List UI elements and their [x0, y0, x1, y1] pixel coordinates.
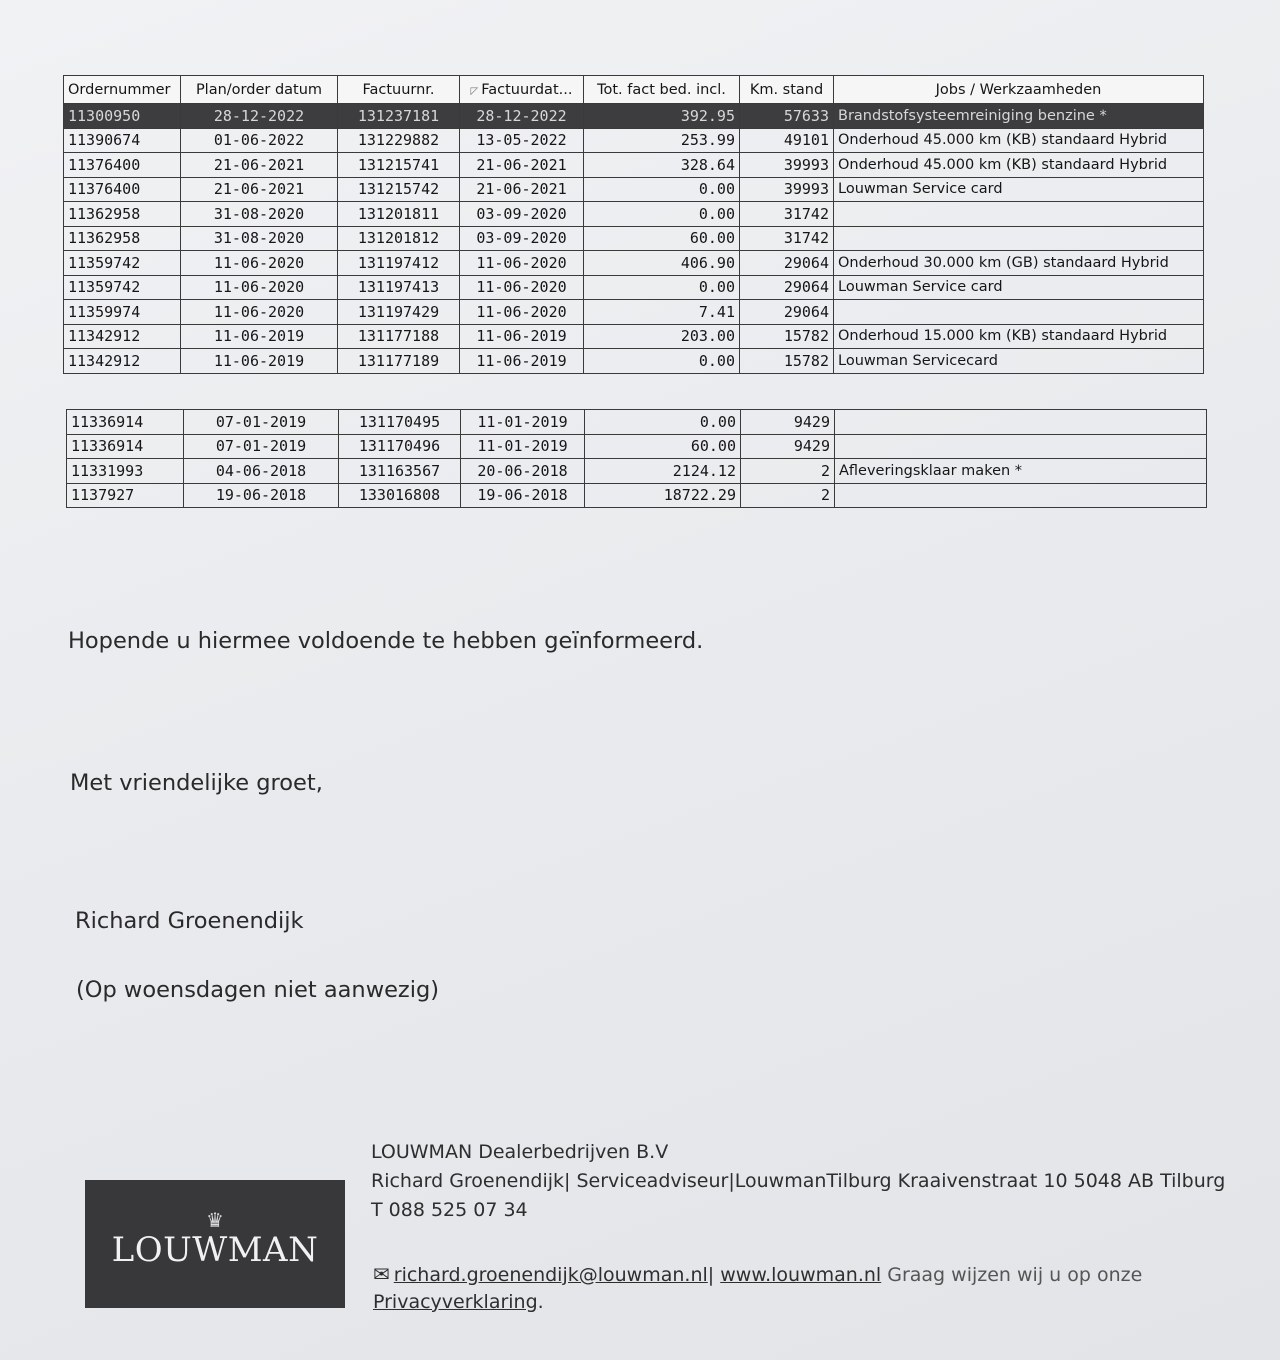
- cell-factuurdatum: 21-06-2021: [460, 177, 584, 202]
- cell-factuurdatum: 21-06-2021: [460, 153, 584, 178]
- cell-factuurdatum: 11-01-2019: [461, 410, 585, 435]
- cell-factuurnr: 131163567: [339, 459, 461, 484]
- cell-km-stand: 15782: [740, 324, 834, 349]
- cell-plan-datum: 21-06-2021: [181, 153, 338, 178]
- cell-plan-datum: 19-06-2018: [184, 483, 339, 508]
- cell-km-stand: 39993: [740, 177, 834, 202]
- table-row[interactable]: [67, 410, 1207, 435]
- cell-factuurnr: 131170496: [339, 434, 461, 459]
- table-row[interactable]: [64, 251, 1204, 276]
- cell-bedrag: 2124.12: [585, 459, 741, 484]
- cell-ordernummer: 11342912: [64, 324, 181, 349]
- cell-km-stand: 15782: [740, 349, 834, 374]
- louwman-logo: [85, 1180, 345, 1308]
- cell-jobs: [835, 410, 1207, 435]
- cell-ordernummer: 11362958: [64, 202, 181, 227]
- invoice-table-continued: [66, 409, 1207, 508]
- cell-ordernummer: 11331993: [67, 459, 184, 484]
- cell-factuurdatum: 11-06-2019: [460, 324, 584, 349]
- cell-plan-datum: 11-06-2019: [181, 349, 338, 374]
- cell-km-stand: 29064: [740, 251, 834, 276]
- website-link[interactable]: www.louwman.nl: [720, 1264, 882, 1286]
- separator: |: [707, 1264, 715, 1286]
- cell-factuurnr: 131215742: [338, 177, 460, 202]
- cell-ordernummer: 1137927: [67, 483, 184, 508]
- cell-bedrag: 0.00: [584, 177, 740, 202]
- cell-bedrag: 203.00: [584, 324, 740, 349]
- cell-bedrag: 60.00: [584, 226, 740, 251]
- cell-jobs: Onderhoud 45.000 km (KB) standaard Hybrid: [834, 153, 1204, 178]
- cell-factuurnr: 131215741: [338, 153, 460, 178]
- cell-bedrag: 328.64: [584, 153, 740, 178]
- cell-jobs: Afleveringsklaar maken *: [835, 459, 1207, 484]
- logo-wordmark: LOUWMAN: [111, 1230, 319, 1270]
- footer-contact-line: [373, 1262, 1142, 1286]
- cell-km-stand: 29064: [740, 275, 834, 300]
- cell-plan-datum: 07-01-2019: [184, 434, 339, 459]
- footer-details: Richard Groenendijk| Serviceadviseur|LouwmanTilburg Kraaivenstraat 10 5048 AB Tilburg: [371, 1170, 1226, 1192]
- column-header-ordernummer[interactable]: Ordernummer: [64, 76, 181, 104]
- cell-bedrag: 0.00: [584, 349, 740, 374]
- cell-plan-datum: 11-06-2020: [181, 300, 338, 325]
- email-link[interactable]: richard.groenendijk@louwman.nl: [393, 1264, 708, 1286]
- cell-factuurnr: 131197429: [338, 300, 460, 325]
- column-header-totaal-bedrag[interactable]: Tot. fact bed. incl.: [584, 76, 740, 104]
- cell-ordernummer: 11342912: [64, 349, 181, 374]
- envelope-icon: ✉: [373, 1262, 390, 1286]
- cell-bedrag: 60.00: [585, 434, 741, 459]
- table-row[interactable]: [64, 226, 1204, 251]
- cell-factuurnr: 133016808: [339, 483, 461, 508]
- table-row[interactable]: [67, 434, 1207, 459]
- cell-plan-datum: 28-12-2022: [181, 104, 338, 129]
- cell-jobs: Louwman Service card: [834, 275, 1204, 300]
- column-header-factuurnr[interactable]: Factuurnr.: [338, 76, 460, 104]
- cell-factuurnr: 131229882: [338, 128, 460, 153]
- cell-ordernummer: 11390674: [64, 128, 181, 153]
- cell-factuurnr: 131177189: [338, 349, 460, 374]
- privacy-intro: Graag wijzen wij u op onze: [887, 1264, 1143, 1286]
- table-row[interactable]: [67, 483, 1207, 508]
- cell-jobs: Brandstofsysteemreiniging benzine *: [834, 104, 1204, 129]
- cell-bedrag: 0.00: [584, 202, 740, 227]
- cell-km-stand: 9429: [741, 410, 835, 435]
- cell-km-stand: 2: [741, 459, 835, 484]
- cell-km-stand: 39993: [740, 153, 834, 178]
- cell-km-stand: 31742: [740, 202, 834, 227]
- cell-ordernummer: 11336914: [67, 434, 184, 459]
- cell-jobs: [834, 300, 1204, 325]
- table-row[interactable]: [64, 275, 1204, 300]
- cell-plan-datum: 01-06-2022: [181, 128, 338, 153]
- cell-factuurnr: 131170495: [339, 410, 461, 435]
- cell-ordernummer: 11300950: [64, 104, 181, 129]
- cell-factuurdatum: 11-06-2020: [460, 275, 584, 300]
- table-row[interactable]: [64, 128, 1204, 153]
- greeting: Met vriendelijke groet,: [70, 770, 323, 796]
- cell-factuurdatum: 11-01-2019: [461, 434, 585, 459]
- table-row[interactable]: [64, 177, 1204, 202]
- cell-km-stand: 57633: [740, 104, 834, 129]
- footer-company: LOUWMAN Dealerbedrijven B.V: [371, 1141, 669, 1163]
- cell-ordernummer: 11376400: [64, 177, 181, 202]
- cell-plan-datum: 11-06-2019: [181, 324, 338, 349]
- cell-jobs: [834, 202, 1204, 227]
- cell-factuurnr: 131197413: [338, 275, 460, 300]
- cell-jobs: Onderhoud 30.000 km (GB) standaard Hybrid: [834, 251, 1204, 276]
- cell-bedrag: 392.95: [584, 104, 740, 129]
- cell-factuurdatum: 13-05-2022: [460, 128, 584, 153]
- sort-icon: ◸: [470, 85, 479, 97]
- cell-factuurnr: 131201811: [338, 202, 460, 227]
- table-row[interactable]: [64, 202, 1204, 227]
- crown-icon: ♛: [206, 1208, 224, 1232]
- cell-factuurnr: 131177188: [338, 324, 460, 349]
- cell-jobs: Onderhoud 15.000 km (KB) standaard Hybrid: [834, 324, 1204, 349]
- signature-name: Richard Groenendijk: [75, 908, 304, 934]
- privacy-end: .: [537, 1291, 544, 1313]
- cell-km-stand: 2: [741, 483, 835, 508]
- table-row[interactable]: [64, 104, 1204, 129]
- cell-ordernummer: 11376400: [64, 153, 181, 178]
- cell-plan-datum: 11-06-2020: [181, 251, 338, 276]
- cell-ordernummer: 11362958: [64, 226, 181, 251]
- cell-km-stand: 29064: [740, 300, 834, 325]
- table-header-row: [64, 76, 1204, 104]
- cell-bedrag: 18722.29: [585, 483, 741, 508]
- cell-jobs: [834, 226, 1204, 251]
- cell-factuurdatum: 20-06-2018: [461, 459, 585, 484]
- footer-phone: T 088 525 07 34: [371, 1199, 528, 1221]
- table-row[interactable]: [67, 459, 1207, 484]
- cell-bedrag: 253.99: [584, 128, 740, 153]
- invoice-table: [63, 75, 1204, 374]
- cell-plan-datum: 07-01-2019: [184, 410, 339, 435]
- column-header-factuurdatum[interactable]: ◸ Factuurdat...: [460, 76, 584, 104]
- cell-ordernummer: 11359974: [64, 300, 181, 325]
- cell-bedrag: 7.41: [584, 300, 740, 325]
- cell-ordernummer: 11359742: [64, 275, 181, 300]
- cell-plan-datum: 31-08-2020: [181, 202, 338, 227]
- table-row[interactable]: [64, 324, 1204, 349]
- cell-plan-datum: 11-06-2020: [181, 275, 338, 300]
- cell-jobs: [835, 483, 1207, 508]
- table-row[interactable]: [64, 153, 1204, 178]
- closing-line: Hopende u hiermee voldoende te hebben geïnformeerd.: [68, 628, 704, 654]
- cell-factuurdatum: 28-12-2022: [460, 104, 584, 129]
- cell-km-stand: 49101: [740, 128, 834, 153]
- cell-jobs: [835, 434, 1207, 459]
- cell-factuurdatum: 03-09-2020: [460, 202, 584, 227]
- cell-km-stand: 31742: [740, 226, 834, 251]
- privacy-link[interactable]: Privacyverklaring: [373, 1291, 538, 1313]
- cell-factuurdatum: 11-06-2019: [460, 349, 584, 374]
- column-header-km-stand[interactable]: Km. stand: [740, 76, 834, 104]
- cell-factuurdatum: 11-06-2020: [460, 251, 584, 276]
- column-header-jobs[interactable]: Jobs / Werkzaamheden: [834, 76, 1204, 104]
- cell-factuurnr: 131237181: [338, 104, 460, 129]
- table-row[interactable]: [64, 349, 1204, 374]
- availability-note: (Op woensdagen niet aanwezig): [76, 977, 440, 1003]
- column-header-plan-order-datum[interactable]: Plan/order datum: [181, 76, 338, 104]
- cell-plan-datum: 04-06-2018: [184, 459, 339, 484]
- cell-plan-datum: 21-06-2021: [181, 177, 338, 202]
- cell-bedrag: 406.90: [584, 251, 740, 276]
- cell-factuurnr: 131197412: [338, 251, 460, 276]
- cell-km-stand: 9429: [741, 434, 835, 459]
- cell-ordernummer: 11336914: [67, 410, 184, 435]
- cell-jobs: Onderhoud 45.000 km (KB) standaard Hybrid: [834, 128, 1204, 153]
- footer-privacy-line: [373, 1291, 544, 1313]
- cell-factuurdatum: 03-09-2020: [460, 226, 584, 251]
- table-row[interactable]: [64, 300, 1204, 325]
- cell-bedrag: 0.00: [584, 275, 740, 300]
- cell-factuurdatum: 19-06-2018: [461, 483, 585, 508]
- cell-jobs: Louwman Service card: [834, 177, 1204, 202]
- cell-factuurdatum: 11-06-2020: [460, 300, 584, 325]
- cell-ordernummer: 11359742: [64, 251, 181, 276]
- cell-plan-datum: 31-08-2020: [181, 226, 338, 251]
- cell-bedrag: 0.00: [585, 410, 741, 435]
- cell-factuurnr: 131201812: [338, 226, 460, 251]
- cell-jobs: Louwman Servicecard: [834, 349, 1204, 374]
